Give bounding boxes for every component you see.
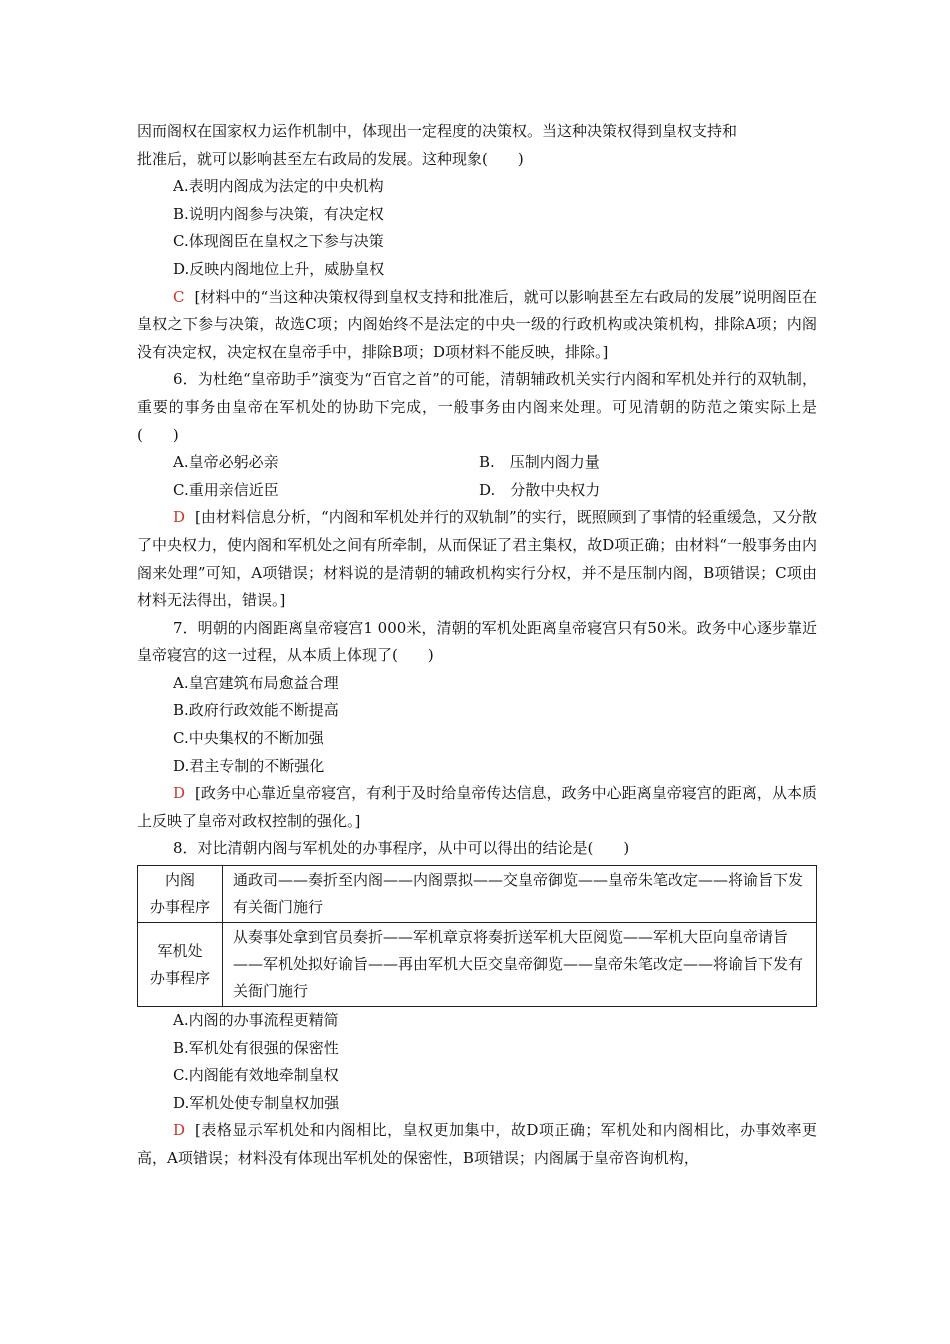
q8-option-c: C.内阁能有效地牵制皇权 bbox=[173, 1066, 339, 1085]
q7-stem: 7．明朝的内阁距离皇帝寝宫1 000米，清朝的军机处距离皇帝寝宫只有50米。政务中心逐步靠近皇帝寝宫的这一过程，从本质上体现了( ) bbox=[137, 618, 817, 665]
q8-explanation bbox=[137, 1117, 817, 1172]
q5-explanation-text: [材料中的“当这种决策权得到皇权支持和批准后，就可以影响甚至左右政局的发展”说明阁臣在皇权之下参与决策，故选C项；内阁始终不是法定的中央一级的行政机构或决策机构，排除A项；内阁没有决定权，决定权在皇帝手中，排除B项；D项材料不能反映，排除。] bbox=[137, 287, 817, 361]
q8-explanation-text: [表格显示军机处和内阁相比，皇权更加集中，故D项正确；军机处和内阁相比，办事效率更高，A项错误；材料没有体现出军机处的保密性，B项错误；内阁属于皇帝咨询机构， bbox=[137, 1121, 817, 1167]
q5-answer: C bbox=[173, 287, 185, 306]
q8-option-b: B.军机处有很强的保密性 bbox=[173, 1038, 339, 1057]
q8-answer: D bbox=[173, 1121, 186, 1140]
intro-line-1: 因而阁权在国家权力运作机制中，体现出一定程度的决策权。当这种决策权得到皇权支持和 bbox=[137, 122, 738, 140]
q7-option-d: D.君主专制的不断强化 bbox=[173, 756, 325, 775]
q6-option-c: C.重用亲信近臣 bbox=[173, 480, 279, 499]
q6-options-row-2 bbox=[137, 477, 817, 505]
table-row-body: 通政司——奏折至内阁——内阁票拟——交皇帝御览——皇帝朱笔改定——将谕旨下发有关衙门施行 bbox=[223, 866, 817, 923]
table-row-header: 内阁 办事程序 bbox=[138, 866, 223, 923]
q5-option-a: A.表明内阁成为法定的中央机构 bbox=[173, 177, 384, 196]
q7-answer: D bbox=[173, 784, 186, 803]
q7-option-c: C.中央集权的不断加强 bbox=[173, 729, 324, 748]
q5-option-c: C.体现阁臣在皇权之下参与决策 bbox=[173, 232, 384, 251]
q6-option-d: D. 分散中央权力 bbox=[479, 480, 601, 499]
q6-option-a: A.皇帝必躬必亲 bbox=[173, 453, 279, 472]
q8-option-d: D.军机处使专制皇权加强 bbox=[173, 1093, 340, 1112]
procedure-table bbox=[137, 865, 817, 1007]
table-row bbox=[138, 866, 817, 923]
table-row-header: 军机处 办事程序 bbox=[138, 923, 223, 1007]
q7-option-a: A.皇宫建筑布局愈益合理 bbox=[173, 673, 339, 692]
q6-explanation bbox=[137, 504, 817, 614]
q8-option-a: A.内阁的办事流程更精简 bbox=[173, 1011, 339, 1030]
q5-option-d: D.反映内阁地位上升，威胁皇权 bbox=[173, 259, 385, 278]
q7-explanation bbox=[137, 780, 817, 835]
q6-answer: D bbox=[173, 508, 186, 527]
q7-explanation-text: [政务中心靠近皇帝寝宫，有利于及时给皇帝传达信息，政务中心距离皇帝寝宫的距离，从本质上反映了皇帝对政权控制的强化。] bbox=[137, 784, 817, 830]
document-page bbox=[137, 118, 817, 1173]
table-row bbox=[138, 923, 817, 1007]
table-row-body: 从奏事处拿到官员奏折——军机章京将奏折送军机大臣阅览——军机大臣向皇帝请旨——军机处拟好谕旨——再由军机大臣交皇帝御览——皇帝朱笔改定——将谕旨下发有关衙门施行 bbox=[223, 923, 817, 1007]
q5-explanation bbox=[137, 284, 817, 367]
intro-line-2: 批准后，就可以影响甚至左右政局的发展。这种现象( ) bbox=[137, 149, 524, 168]
q6-options-row-1 bbox=[137, 449, 817, 477]
q5-option-b: B.说明内阁参与决策，有决定权 bbox=[173, 204, 384, 223]
q6-option-b: B. 压制内阁力量 bbox=[479, 453, 600, 472]
q7-option-b: B.政府行政效能不断提高 bbox=[173, 701, 339, 720]
q6-stem: 6．为杜绝“皇帝助手”演变为“百官之首”的可能，清朝辅政机关实行内阁和军机处并行的双轨制，重要的事务由皇帝在军机处的协助下完成，一般事务由内阁来处理。可见清朝的防范之策实际上是( ) bbox=[137, 370, 817, 444]
q8-stem: 8．对比清朝内阁与军机处的办事程序，从中可以得出的结论是( ) bbox=[173, 839, 630, 858]
q6-explanation-text: [由材料信息分析，“内阁和军机处并行的双轨制”的实行，既照顾到了事情的轻重缓急，又分散了中央权力，使内阁和军机处之间有所牵制，从而保证了君主集权，故D项正确；由材料“一般事务由内阁来处理”可知，A项错误；材料说的是清朝的辅政机构实行分权，并不是压制内阁，B项错误；C项由材料无法得出，错误。] bbox=[137, 508, 817, 610]
